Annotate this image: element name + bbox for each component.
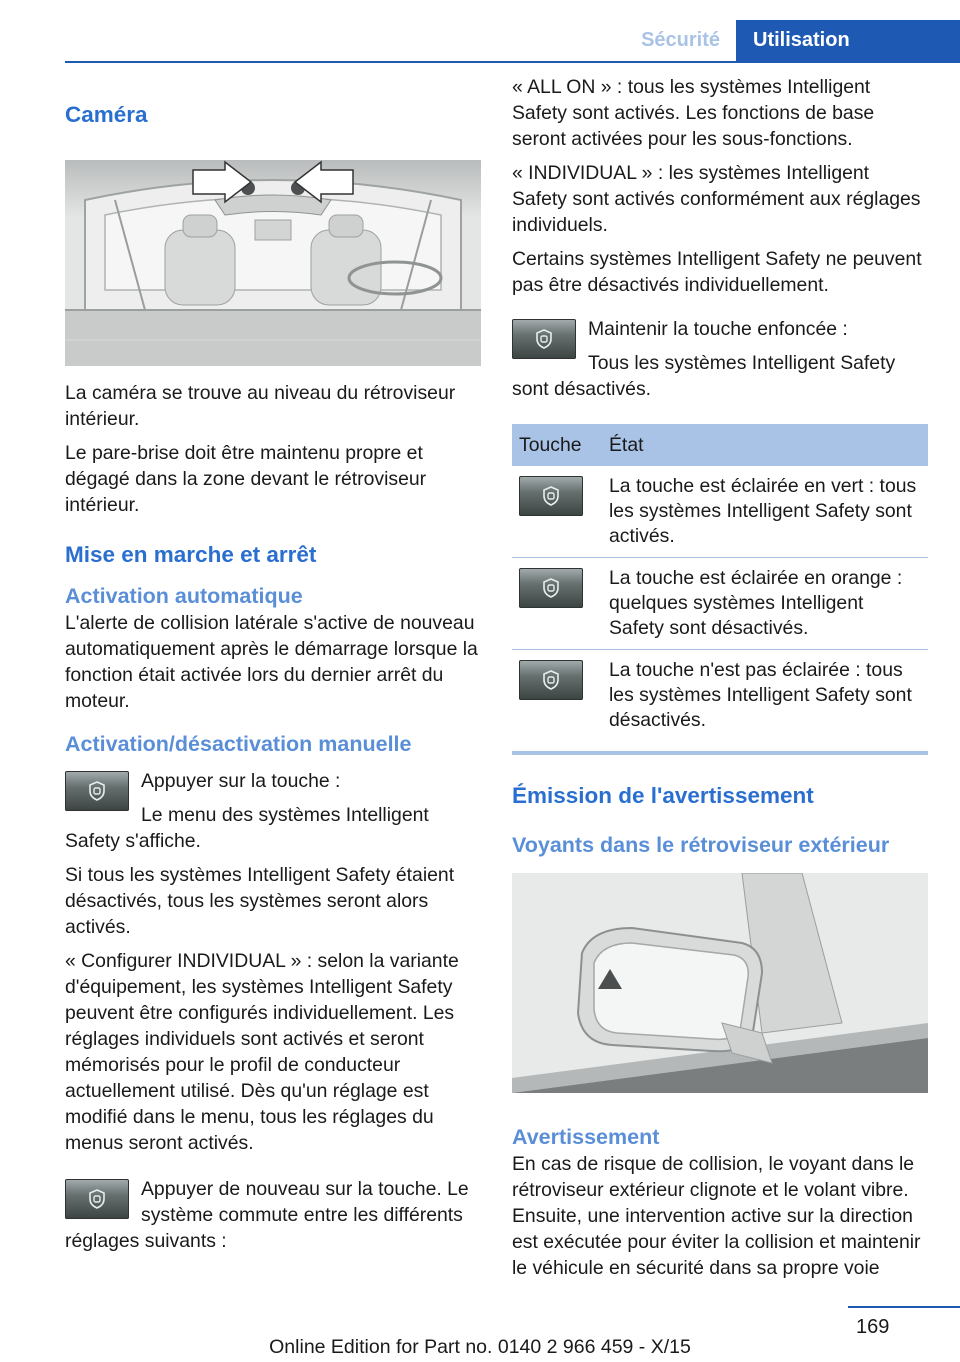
heading-activation-auto: Activation automatique (65, 584, 303, 608)
heading-voyants: Voyants dans le rétroviseur extérieur (512, 833, 890, 857)
table-end-rule (512, 751, 928, 755)
table-cell-state: La touche est éclairée en orange : quelques systèmes Intelligent Safety sont désactivés. (602, 558, 928, 650)
table-row (512, 466, 928, 558)
table-header-etat: État (602, 424, 928, 466)
edition-label: Online Edition for Part no. 0140 2 966 459 - X/15 (269, 1336, 691, 1358)
heading-camera: Caméra (65, 102, 148, 127)
heading-marche-arret: Mise en marche et arrêt (65, 542, 317, 567)
paragraph: Le pare-brise doit être maintenu propre et dégagé dans la zone devant le rétroviseur intérieur. (65, 442, 427, 516)
paragraph: Appuyer de nouveau sur la touche. Le système commute entre les différents réglages suivants : (65, 1178, 469, 1252)
footer-rule (848, 1306, 960, 1308)
safety-button-icon (512, 319, 576, 359)
button-state-table (512, 424, 928, 741)
left-column (65, 100, 481, 1262)
camera-photo (65, 160, 481, 366)
safety-button-icon (519, 568, 583, 608)
right-column (512, 74, 928, 1289)
paragraph: L'alerte de collision latérale s'active de nouveau automatiquement après le démarrage lorsque la fonction était activée lors du dernier arrêt du moteur. (65, 612, 478, 712)
table-cell-state: La touche est éclairée en vert : tous les systèmes Intelligent Safety sont activés. (602, 466, 928, 558)
safety-button-icon (65, 1179, 129, 1219)
heading-avertissement: Avertissement (512, 1125, 660, 1149)
mirror-image (512, 873, 928, 1093)
paragraph: Le menu des systèmes Intelligent Safety s'affiche. (65, 804, 429, 852)
paragraph: Si tous les systèmes Intelligent Safety étaient désactivés, tous les systèmes seront alors activés. (65, 864, 455, 938)
tab-utilisation[interactable]: Utilisation (736, 20, 960, 61)
paragraph: En cas de risque de collision, le voyant dans le rétroviseur extérieur clignote et le volant vibre. Ensuite, une intervention active sur la direction est exécutée pour éviter la collision et maintenir le véhicule en sécurité dans sa propre voie (512, 1153, 921, 1279)
paragraph: Tous les systèmes Intelligent Safety sont désactivés. (512, 352, 896, 400)
paragraph: Certains systèmes Intelligent Safety ne peuvent pas être désactivés individuellement. (512, 248, 922, 296)
car-interior-image (65, 160, 481, 366)
paragraph: « INDIVIDUAL » : les systèmes Intelligent Safety sont activés conformément aux réglages individuels. (512, 162, 921, 236)
heading-activation-manuelle: Activation/désactivation manuelle (65, 732, 412, 756)
tab-securite[interactable]: Sécurité (641, 29, 720, 51)
safety-button-icon (65, 771, 129, 811)
paragraph: « Configurer INDIVIDUAL » : selon la variante d'équipement, les systèmes Intelligent Safety peuvent être configurés individuellement. Les réglages individuels sont activés et seront mémorisés pour le profil de conducteur actuellement utilisé. Dès qu'un réglage est modifié dans le menu, tous les réglages du menus seront activés. (65, 950, 459, 1154)
paragraph: Appuyer sur la touche : (141, 770, 341, 792)
safety-button-icon (519, 660, 583, 700)
table-header-touche: Touche (512, 424, 602, 466)
paragraph: « ALL ON » : tous les systèmes Intelligent Safety sont activés. Les fonctions de base seront activées pour les sous-fonctions. (512, 76, 875, 150)
table-cell-state: La touche n'est pas éclairée : tous les systèmes Intelligent Safety sont désactivés. (609, 659, 912, 731)
mirror-photo (512, 873, 928, 1093)
page-number: 169 (856, 1316, 890, 1338)
heading-emission: Émission de l'avertissement (512, 783, 814, 808)
table-row (512, 558, 928, 650)
paragraph: Maintenir la touche enfoncée : (588, 318, 848, 340)
safety-button-icon (519, 476, 583, 516)
paragraph: La caméra se trouve au niveau du rétroviseur intérieur. (65, 382, 456, 430)
table-row (512, 650, 928, 742)
header-rule (65, 61, 960, 63)
